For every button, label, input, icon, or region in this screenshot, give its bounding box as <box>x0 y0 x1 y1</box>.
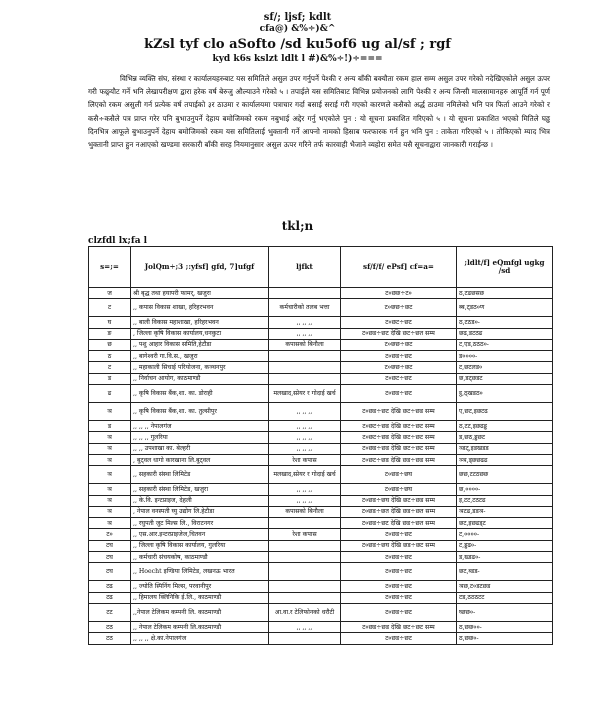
cell-name: ,, ,, ,, गुलरिया <box>131 432 269 443</box>
cell-purpose <box>269 552 341 563</box>
table-row <box>89 385 553 403</box>
cell-name: ,, पशु आहार विकास समिति,हेटौडा <box>131 339 269 350</box>
table-row <box>89 495 553 506</box>
cell-fiscal-year: ट०छट÷छट <box>341 317 457 328</box>
column-header-name: JolQm÷;3 ;:yfsf] gfd, 7]ufgf <box>131 247 269 288</box>
cell-amount: छट,इछढड्ट <box>457 518 553 529</box>
cell-name: श्री बृद्ध तथा हयापरी फामर्, खजुरा <box>131 288 269 299</box>
cell-amount: ड,ख्डढ०- <box>457 552 553 563</box>
cell-purpose <box>269 563 341 581</box>
cell-serial: टठ <box>89 621 131 632</box>
cell-serial: ट <box>89 299 131 317</box>
cell-amount: छ,००००- <box>457 484 553 495</box>
cell-purpose: ,, ,, ,, <box>269 432 341 443</box>
cell-purpose: मलखाद,स्प्रेयर र गोदाई खर्च <box>269 466 341 484</box>
cell-fiscal-year: ट०छट÷छट <box>341 373 457 384</box>
cell-name: ,, बागेश्वरी गा.वि.स., खजुरा <box>131 351 269 362</box>
cell-fiscal-year: ट०छड÷छट <box>341 592 457 603</box>
cell-purpose: कपासको बिनौला <box>269 506 341 517</box>
table-row <box>89 454 553 465</box>
cell-purpose <box>269 351 341 362</box>
cell-serial: ड <box>89 373 131 384</box>
cell-name: ,, ज्योति स्पिनिंग मिल्स, परवानीपुर <box>131 581 269 592</box>
cell-serial: टढ <box>89 592 131 603</box>
cell-fiscal-year: ट०छड÷छत देखि छड÷छत सम्म <box>341 506 457 517</box>
cell-purpose: कर्मचारीको तलब भत्ता <box>269 299 341 317</box>
cell-purpose: मलखाद,स्प्रेयर र गोदाई खर्च <box>269 385 341 403</box>
cell-amount: ठ,टढछसछ <box>457 288 553 299</box>
cell-fiscal-year: ट०छड÷छट देखि छड÷छत सम्म <box>341 518 457 529</box>
cell-purpose: ,, ,, ,, <box>269 443 341 454</box>
cell-fiscal-year: ट०छछ÷छट <box>341 339 457 350</box>
cell-purpose <box>269 581 341 592</box>
cell-name: ,, ,, उपशाखा का. बेल्हरी <box>131 443 269 454</box>
cell-fiscal-year: ट०छड÷छघ <box>341 466 457 484</box>
cell-serial: टघ <box>89 552 131 563</box>
cell-name: ,, जिल्ला कृषि विकास कार्यालय, गुलरिया <box>131 540 269 551</box>
cell-purpose: ,, ,, ,, <box>269 328 341 339</box>
cell-amount: इ,टट,टठटढ <box>457 495 553 506</box>
cell-serial: ञ <box>89 454 131 465</box>
cell-name: ,, सहकारी संस्था लिमिटेड, खजुरा <box>131 484 269 495</box>
cell-purpose: कपासको बिनौला <box>269 339 341 350</box>
table-row <box>89 506 553 517</box>
cell-purpose <box>269 518 341 529</box>
cell-amount: ट,ड्डढ०- <box>457 540 553 551</box>
cell-fiscal-year: ट०छड÷छघ <box>341 484 457 495</box>
table-body <box>89 288 553 645</box>
cell-amount: ट,छटलड० <box>457 362 553 373</box>
cell-amount: ट,००००- <box>457 529 553 540</box>
cell-serial: ज <box>89 288 131 299</box>
cell-name: , बुट्वल धागो कारखाना लि.बुट्वल <box>131 454 269 465</box>
cell-serial: टढ <box>89 581 131 592</box>
cell-purpose: रेशा कपास <box>269 529 341 540</box>
cell-serial: ञ <box>89 403 131 421</box>
cell-fiscal-year: ट०छछ÷छट <box>341 299 457 317</box>
cell-serial: ञ <box>89 506 131 517</box>
cell-amount: ञ्डट्,इडखडड <box>457 443 553 454</box>
cell-name: ,, बाली विकास महाशाखा, हरिहरभवन <box>131 317 269 328</box>
cell-name: ,, कृषि विकास बैंक,शा. का. डोराही <box>131 385 269 403</box>
table-row <box>89 351 553 362</box>
table-row <box>89 552 553 563</box>
cell-amount: घ्छछ०- <box>457 603 553 621</box>
cell-purpose <box>269 540 341 551</box>
table-header-row <box>89 247 553 288</box>
cell-name: ,,नेपाल टेलिकम कम्पनी लि. काठमाण्डौ <box>131 603 269 621</box>
cell-amount: ठ,टट,इछढड्ड <box>457 421 553 432</box>
cell-purpose: ,, ,, ,, <box>269 421 341 432</box>
cell-serial: ट० <box>89 529 131 540</box>
cell-amount: ठ,छछ०- <box>457 633 553 644</box>
cell-amount: छट,ब्डड- <box>457 563 553 581</box>
cell-name: ,, कपास विकास शाखा, हरिहरभवन <box>131 299 269 317</box>
table-row <box>89 633 553 644</box>
table-row <box>89 484 553 495</box>
cell-amount: टड,ठठठटट <box>457 592 553 603</box>
cell-serial: ट <box>89 362 131 373</box>
table-row <box>89 432 553 443</box>
cell-serial: घ <box>89 317 131 328</box>
cell-amount: ट,एड,ठठठ०- <box>457 339 553 350</box>
cell-name: ,, सहकारी संस्था लिमिटेड <box>131 466 269 484</box>
cell-serial: टठ <box>89 633 131 644</box>
table-row <box>89 563 553 581</box>
cell-purpose: ,, ,, ,, <box>269 317 341 328</box>
cell-purpose: ,, ,, ,, <box>269 621 341 632</box>
cell-fiscal-year: ट०छड÷छट <box>341 563 457 581</box>
cell-fiscal-year: ट०छड÷छट <box>341 581 457 592</box>
cell-fiscal-year: ट०छड÷छड देखि छट÷छट सम्म <box>341 443 457 454</box>
cell-purpose: ,, ,, ,, <box>269 495 341 506</box>
cell-amount: ए,छट,इछटढ <box>457 403 553 421</box>
table-title: tkl;n <box>281 219 314 233</box>
cell-name: , नेपाल वनस्पती घ्यु उद्योग लि.हेटौडा <box>131 506 269 517</box>
cell-fiscal-year: ट०छड÷छघ देखि छट÷छड सम्म <box>341 495 457 506</box>
table-row <box>89 466 553 484</box>
table-subtitle: clzfdl lx;fa l <box>88 236 148 246</box>
cell-name: ,, एस.आर.इन्टरप्राइजेज,चितवन <box>131 529 269 540</box>
cell-fiscal-year: ट०छट÷छड देखि छट÷छट सम्म <box>341 432 457 443</box>
cell-serial: ञ <box>89 432 131 443</box>
cell-fiscal-year: ट०छछ÷छट <box>341 362 457 373</box>
cell-serial: ञ <box>89 495 131 506</box>
cell-name: ,, कर्मचारी संचयकोष, काठमाण्डौ <box>131 552 269 563</box>
cell-name: ,, के.वि. इन्टप्राइज, देहली <box>131 495 269 506</box>
table-row <box>89 603 553 621</box>
table-row <box>89 581 553 592</box>
cell-fiscal-year: ट०छड÷छघ देखि छड÷छट सम्म <box>341 540 457 551</box>
notice-paragraph: विभिन्न व्यक्ति संघ, संस्था र कार्यालयहरुबाट यस समितिले असुल उपर गर्नुपर्ने पेश्की र अन्य बाँकी बक्यौता रकम हाल सम्म असुल उपर गरेको नदेखिएकोले असुल ऊपर गरी फछ्र्यौट गर्ने भनि लेखापरीक्षण द्वारा हरेक वर्ष बेरुजु औल्याउने गरेको ५ । तपाईले यस समितिबाट विभिन्न प्रयोजनको लागि पेश्की र अन्य जिन्सी मालसामानहरु आपूर्ति गर्न पूर्ण लिएको रकम असुली गर्न प्रत्येक वर्ष तपाईको ३र ठाउमा र कार्यालयमा पत्राचार गर्दा बसाई सराई गरी गएको कारणले कसैको अर्द्ध ठाउमा नमिलेको भनि पत्र फिर्ता आउने गरेको र कसै÷कसैले पत्र प्राप्त गरेर पनि बुभाउनुपर्ने देहाय बमोजिमको रकम नबुभाई अद्देर गर्नु भएकोले पुन : यो सूचना प्रकाशित गरिएको ५ । यो सूचना प्रकाशित भएको मितिले घढ्ढ दिनभित्र आफूले बुभाउनुपर्ने देहाय बमोजिमको रकम यस समितिलाई भुक्तानी गर्ने आफ्नो नामको हिसाब फरफारक गर्न हुन भनि पुन : ताकेता गरिएको ५ । तोकिएको म्याद भित्र भुक्तानी प्राप्त हुन नआएको खण्डमा सरकारी बाँकी सरह नियमानुसार असुल ऊपर गरिने तर्फ कारवाही भैजाने व्यहोरा समेत यसै सूचनाद्वारा जानकारी गराईन्छ । <box>88 74 550 150</box>
cell-amount: ञ्ञ,ड्छछढढ <box>457 454 553 465</box>
cell-purpose: आ.वा.र टेलिफोनको धरौटी <box>269 603 341 621</box>
cell-purpose: रेशा कपास <box>269 454 341 465</box>
cell-serial: ढ <box>89 385 131 403</box>
cell-name: ,, Hoecht इण्डिया लिमिटेड, लखनऊ भारत <box>131 563 269 581</box>
cell-serial: ञ <box>89 443 131 454</box>
cell-serial: टघ <box>89 540 131 551</box>
cell-purpose: ,, ,, ,, <box>269 403 341 421</box>
cell-amount: ड,छठ,ड्डछट <box>457 432 553 443</box>
cell-serial: ड <box>89 421 131 432</box>
office-name: sf/; ljsf; kdlt <box>263 12 332 23</box>
cell-fiscal-year: ट०छड÷छट देखि छट÷छड सम्म <box>341 403 457 421</box>
notice-title: kZsl tyf clo aSofto /sd ku5of6 ug al/sf ; rgf <box>144 37 451 52</box>
cell-amount: ठ,टठड०- <box>457 317 553 328</box>
cell-amount: ड००००- <box>457 351 553 362</box>
table-row <box>89 529 553 540</box>
cell-fiscal-year: ट०छड÷छट देखि छट÷छत सम्म <box>341 328 457 339</box>
office-ref: cfa@) &%÷)&^ <box>259 24 336 34</box>
cell-amount: छढ,डटठढ <box>457 328 553 339</box>
table-row <box>89 373 553 384</box>
cell-name: , जिल्ला कृषि विकास कार्यालय,धनकुटा <box>131 328 269 339</box>
cell-serial: ङ <box>89 328 131 339</box>
cell-name: ,, रघुपती जुट मिल्स लि., विराटनगर <box>131 518 269 529</box>
column-header-serial: s=;= <box>89 247 131 288</box>
cell-amount: छ,डट्छडट <box>457 373 553 384</box>
column-header-purpose: ljfkt <box>269 247 341 288</box>
table-row <box>89 443 553 454</box>
table-row <box>89 362 553 373</box>
cell-fiscal-year: ट०छड÷छट <box>341 529 457 540</box>
table-row <box>89 421 553 432</box>
table-row <box>89 339 553 350</box>
dues-table <box>88 246 553 645</box>
cell-amount: ठ,छछ००- <box>457 621 553 632</box>
cell-amount: ञछ,ट०डटछड <box>457 581 553 592</box>
cell-name: ,, ,, ,, क्षे.का.नेपालगंज <box>131 633 269 644</box>
cell-amount: ब्ब,ट्डठ०ण <box>457 299 553 317</box>
cell-fiscal-year: ट०छट÷छड देखि छट÷छट सम्म <box>341 421 457 432</box>
cell-amount: ट्ठ,ठ्खडठ० <box>457 385 553 403</box>
cell-purpose <box>269 362 341 373</box>
table-row <box>89 518 553 529</box>
cell-serial: ञ <box>89 484 131 495</box>
column-header-fiscal-year: sf/f/f/ ePsf] cf=a= <box>341 247 457 288</box>
cell-serial: ठ <box>89 351 131 362</box>
cell-name: ,, नेपाल टेलिकम कम्पनी लि.काठमाण्डौ <box>131 621 269 632</box>
cell-fiscal-year: ट०छछ÷ट० <box>341 288 457 299</box>
cell-fiscal-year: ट०छड÷छट <box>341 603 457 621</box>
cell-amount: ञटढ,डडञ- <box>457 506 553 517</box>
cell-serial: टघ <box>89 563 131 581</box>
cell-fiscal-year: ट०छड÷छड देखि छट÷छट सम्म <box>341 621 457 632</box>
table-row <box>89 328 553 339</box>
cell-fiscal-year: ट०छड÷छट <box>341 351 457 362</box>
cell-name: ,, कृषि विकास बैंक,शा. का. तुल्सीपुर <box>131 403 269 421</box>
cell-purpose: ,, ,, ,, <box>269 484 341 495</box>
cell-name: ,, महाकाली सिचाई परियोजना, कञ्चनपुर <box>131 362 269 373</box>
cell-fiscal-year: ट०छड÷छट <box>341 633 457 644</box>
cell-name: ,, ,, ,, नेपालगंज <box>131 421 269 432</box>
table-row <box>89 403 553 421</box>
table-row <box>89 621 553 632</box>
cell-fiscal-year: ट०छड÷छट <box>341 385 457 403</box>
cell-name: ,, निर्वाचन आयोग, काठमाण्डौ <box>131 373 269 384</box>
cell-serial: ञ <box>89 518 131 529</box>
cell-purpose <box>269 288 341 299</box>
cell-fiscal-year: ट०छड÷छट <box>341 552 457 563</box>
publication-date: kyd k6s kslzt ldlt l #)&%÷!)÷=== <box>212 54 383 64</box>
cell-purpose <box>269 633 341 644</box>
table-row <box>89 299 553 317</box>
cell-name: ,, हिमालय क्लिनिकि ई.लि., काठमाण्डौ <box>131 592 269 603</box>
table-row <box>89 317 553 328</box>
cell-purpose <box>269 373 341 384</box>
cell-fiscal-year: ट०छट÷छड देखि छड÷छड सम्म <box>341 454 457 465</box>
cell-amount: छछ,टटठछछ <box>457 466 553 484</box>
column-header-amount: ;ldlt/f] eQmfgl ugkg /sd <box>457 247 553 288</box>
table-row <box>89 288 553 299</box>
cell-serial: टट <box>89 603 131 621</box>
table-row <box>89 592 553 603</box>
cell-serial: छ <box>89 339 131 350</box>
cell-serial: ञ <box>89 466 131 484</box>
table-row <box>89 540 553 551</box>
cell-purpose <box>269 592 341 603</box>
